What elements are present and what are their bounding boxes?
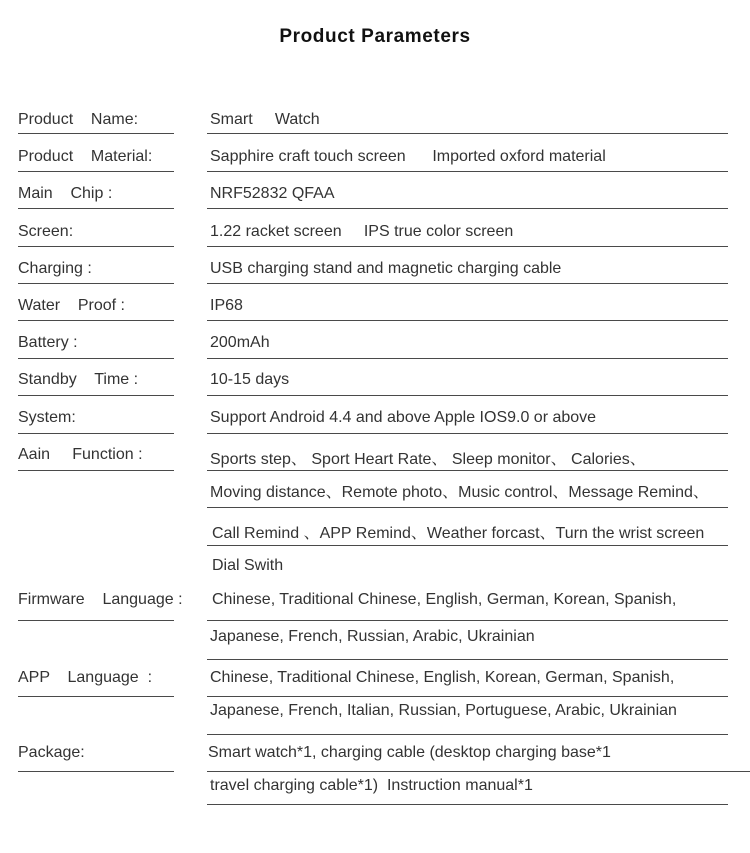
value-app-language-line-1: Chinese, Traditional Chinese, English, Korean, German, Spanish, (210, 669, 675, 686)
label-divider (18, 171, 174, 172)
value-firmware-language-line-1: Chinese, Traditional Chinese, English, German, Korean, Spanish, (212, 591, 677, 608)
value-product-name: Smart Watch (210, 111, 320, 128)
value-divider (207, 133, 728, 134)
label-divider (18, 358, 174, 359)
label-system: System: (18, 409, 76, 426)
value-divider (207, 395, 728, 396)
label-main-chip: Main Chip : (18, 185, 113, 202)
label-battery: Battery : (18, 334, 78, 351)
value-screen: 1.22 racket screen IPS true color screen (210, 223, 514, 240)
value-app-language-line-2: Japanese, French, Italian, Russian, Portuguese, Arabic, Ukrainian (210, 702, 677, 719)
value-divider (207, 246, 728, 247)
value-divider (207, 208, 728, 209)
value-divider (207, 804, 728, 805)
value-system: Support Android 4.4 and above Apple IOS9.0 or above (210, 409, 597, 426)
value-divider (207, 171, 728, 172)
value-divider (207, 771, 750, 772)
label-package: Package: (18, 744, 85, 761)
value-charging: USB charging stand and magnetic charging cable (210, 260, 562, 277)
label-product-name: Product Name: (18, 111, 139, 128)
label-function: Aain Function : (18, 446, 143, 463)
label-product-material: Product Material: (18, 148, 153, 165)
value-function-line-2: Moving distance、Remote photo、Music control、Message Remind、 (210, 484, 709, 501)
value-divider (207, 545, 728, 546)
label-divider (18, 696, 174, 697)
label-divider (18, 208, 174, 209)
value-firmware-language-line-2: Japanese, French, Russian, Arabic, Ukrainian (210, 628, 535, 645)
label-standby-time: Standby Time : (18, 371, 139, 388)
label-divider (18, 395, 174, 396)
label-water-proof: Water Proof : (18, 297, 125, 314)
value-divider (207, 507, 728, 508)
value-function-line-4: Dial Swith (212, 557, 284, 574)
value-main-chip: NRF52832 QFAA (210, 185, 335, 202)
page-title: Product Parameters (279, 26, 471, 47)
value-divider (207, 433, 728, 434)
value-divider (207, 620, 728, 621)
value-divider (207, 283, 728, 284)
value-function-line-3: Call Remind 、APP Remind、Weather forcast、Turn the wrist screen (212, 525, 705, 542)
value-package-line-2: travel charging cable*1) Instruction manual*1 (210, 777, 533, 794)
label-divider (18, 133, 174, 134)
label-screen: Screen: (18, 223, 74, 240)
label-divider (18, 470, 174, 471)
label-divider (18, 771, 174, 772)
value-package-line-1: Smart watch*1, charging cable (desktop charging base*1 (208, 744, 611, 761)
value-divider (207, 696, 728, 697)
value-divider (207, 320, 728, 321)
value-water-proof: IP68 (210, 297, 243, 314)
label-divider (18, 620, 174, 621)
label-divider (18, 320, 174, 321)
value-divider (207, 659, 728, 660)
value-product-material: Sapphire craft touch screen Imported oxford material (210, 148, 606, 165)
value-standby-time: 10-15 days (210, 371, 290, 388)
label-divider (18, 246, 174, 247)
value-divider (207, 470, 728, 471)
label-charging: Charging : (18, 260, 92, 277)
label-divider (18, 283, 174, 284)
label-app-language: APP Language : (18, 669, 153, 686)
value-divider (207, 358, 728, 359)
label-divider (18, 433, 174, 434)
value-battery: 200mAh (210, 334, 270, 351)
value-function-line-1: Sports step、 Sport Heart Rate、 Sleep monitor、 Calories、 (210, 451, 646, 468)
label-firmware-language: Firmware Language : (18, 591, 183, 608)
value-divider (207, 734, 728, 735)
